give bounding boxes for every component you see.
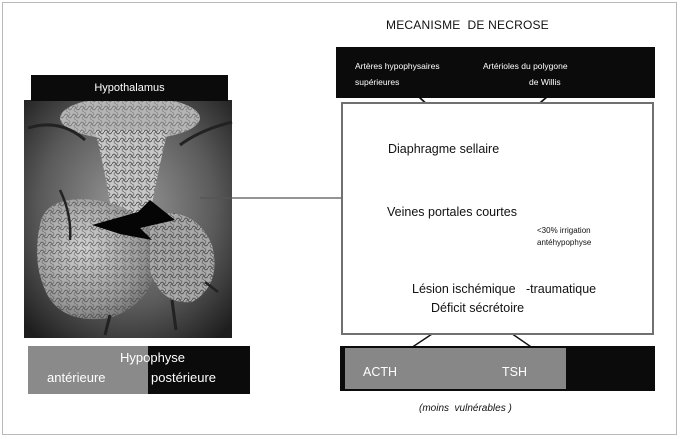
acth-label: ACTH bbox=[363, 365, 398, 379]
irrigation-note: <30% irrigation antéhypophyse bbox=[537, 226, 592, 247]
less-vulnerable-note: (moins vulnérables ) bbox=[419, 403, 512, 414]
tsh-label: TSH bbox=[502, 365, 527, 379]
portal-veins-label: Veines portales courtes bbox=[387, 205, 517, 219]
anterior-label: antérieure bbox=[47, 370, 106, 385]
deficit-label: Déficit sécrétoire bbox=[431, 301, 525, 315]
lesion-label: Lésion ischémique -traumatique bbox=[412, 282, 597, 296]
willis-arterioles-label: Artérioles du polygone de Willis bbox=[483, 61, 568, 87]
superior-hypophyseal-arteries-label: Artères hypophysaires supérieures bbox=[355, 61, 440, 87]
figure-title: MECANISME DE NECROSE bbox=[386, 18, 549, 32]
diaphragm-label: Diaphragme sellaire bbox=[388, 142, 500, 156]
hypophyse-label: Hypophyse bbox=[120, 350, 186, 365]
posterior-label: postérieure bbox=[151, 370, 217, 385]
hypothalamus-label: Hypothalamus bbox=[31, 75, 228, 101]
